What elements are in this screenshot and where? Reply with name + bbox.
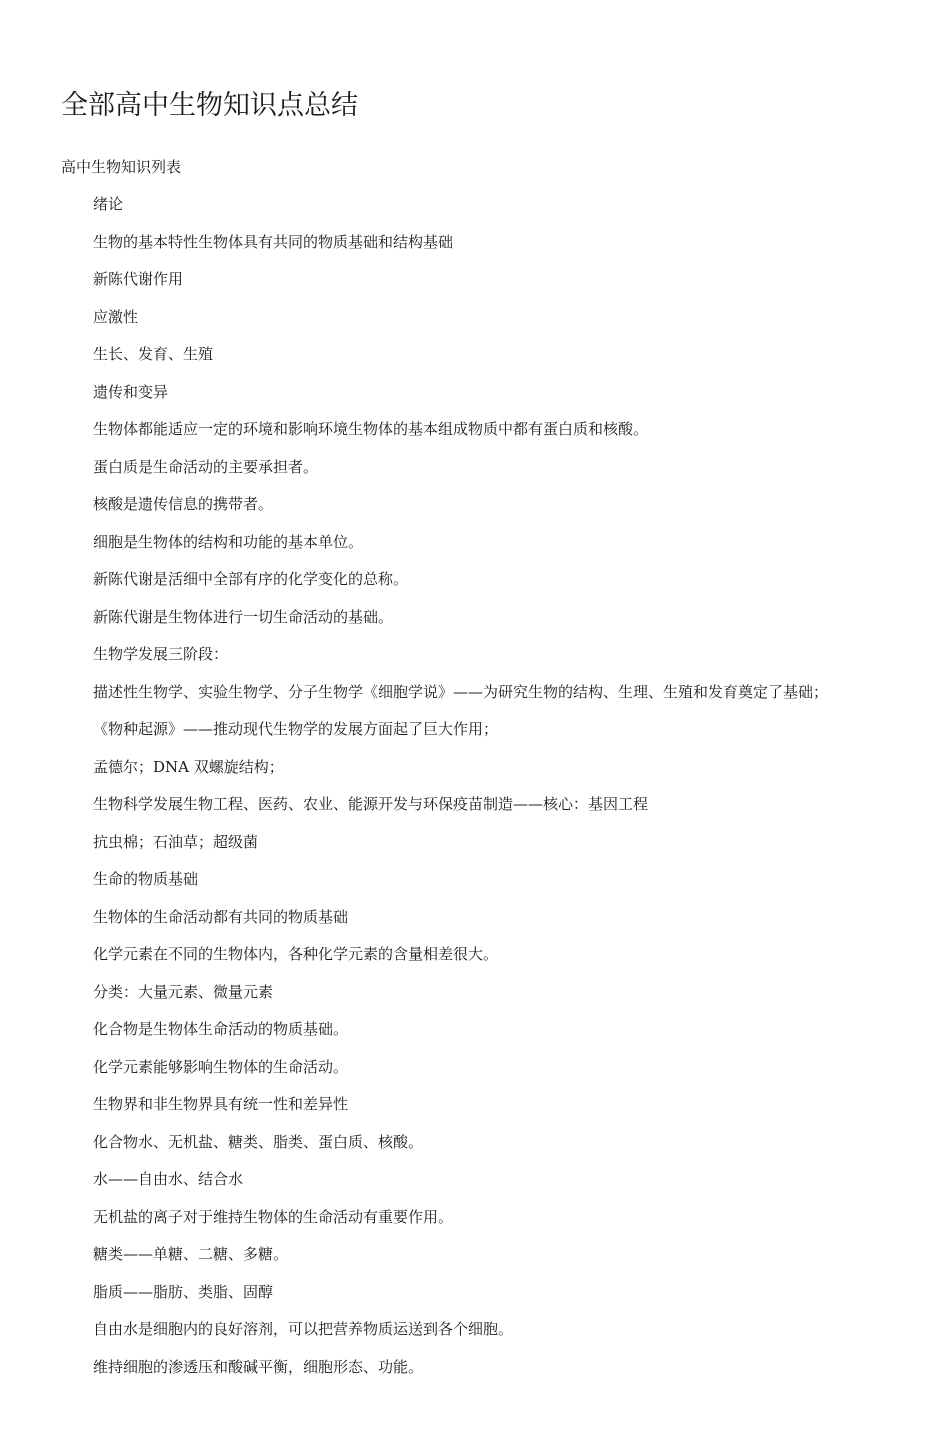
content-line: 新陈代谢作用 bbox=[93, 270, 184, 288]
content-line: 新陈代谢是活细中全部有序的化学变化的总称。 bbox=[93, 570, 409, 588]
content-line: 描述性生物学、实验生物学、分子生物学《细胞学说》——为研究生物的结构、生理、生殖和发育奠定了基础； bbox=[93, 682, 829, 701]
content-line: 新陈代谢是生物体进行一切生命活动的基础。 bbox=[93, 607, 394, 626]
content-line: 生物学发展三阶段： bbox=[93, 645, 229, 663]
content-line: 水——自由水、结合水 bbox=[93, 1170, 244, 1188]
content-line: 化合物是生物体生命活动的物质基础。 bbox=[93, 1020, 349, 1038]
content-line: 无机盐的离子对于维持生物体的生命活动有重要作用。 bbox=[93, 1207, 454, 1226]
content-line: 蛋白质是生命活动的主要承担者。 bbox=[93, 457, 319, 476]
content-line: 维持细胞的渗透压和酸碱平衡，细胞形态、功能。 bbox=[93, 1357, 424, 1376]
content-line: 《物种起源》——推动现代生物学的发展方面起了巨大作用； bbox=[93, 720, 499, 738]
content-line: 化合物水、无机盐、糖类、脂类、蛋白质、核酸。 bbox=[93, 1132, 424, 1151]
content-line: 生物科学发展生物工程、医药、农业、能源开发与环保疫苗制造——核心：基因工程 bbox=[93, 795, 649, 813]
content-line: 生长、发育、生殖 bbox=[93, 345, 214, 363]
content-line: 化学元素能够影响生物体的生命活动。 bbox=[93, 1057, 349, 1076]
content-line: 生物体的生命活动都有共同的物质基础 bbox=[93, 907, 349, 926]
content-line: 抗虫棉；石油草；超级菌 bbox=[93, 832, 259, 851]
content-line: 糖类——单糖、二糖、多糖。 bbox=[93, 1245, 289, 1263]
content-line: 遗传和变异 bbox=[93, 382, 169, 401]
content-line: 生物体都能适应一定的环境和影响环境生物体的基本组成物质中都有蛋白质和核酸。 bbox=[93, 420, 649, 438]
content-line: 应激性 bbox=[93, 307, 139, 326]
content-line: 脂质——脂肪、类脂、固醇 bbox=[93, 1282, 274, 1301]
content-line: 核酸是遗传信息的携带者。 bbox=[93, 495, 274, 513]
content-line: 生物界和非生物界具有统一性和差异性 bbox=[93, 1095, 349, 1113]
content-line: 细胞是生物体的结构和功能的基本单位。 bbox=[93, 532, 364, 551]
content-line: 孟德尔；DNA 双螺旋结构； bbox=[93, 757, 284, 776]
content-lines bbox=[93, 193, 933, 1393]
content-line: 绪论 bbox=[93, 195, 124, 213]
document-title: 全部高中生物知识点总结 bbox=[61, 90, 358, 121]
content-line: 分类：大量元素、微量元素 bbox=[93, 982, 274, 1001]
content-line: 生命的物质基础 bbox=[93, 870, 199, 888]
content-line: 化学元素在不同的生物体内，各种化学元素的含量相差很大。 bbox=[93, 945, 499, 963]
document-subtitle: 高中生物知识列表 bbox=[61, 158, 182, 176]
content-line: 生物的基本特性生物体具有共同的物质基础和结构基础 bbox=[93, 232, 454, 251]
content-line: 自由水是细胞内的良好溶剂，可以把营养物质运送到各个细胞。 bbox=[93, 1320, 514, 1338]
